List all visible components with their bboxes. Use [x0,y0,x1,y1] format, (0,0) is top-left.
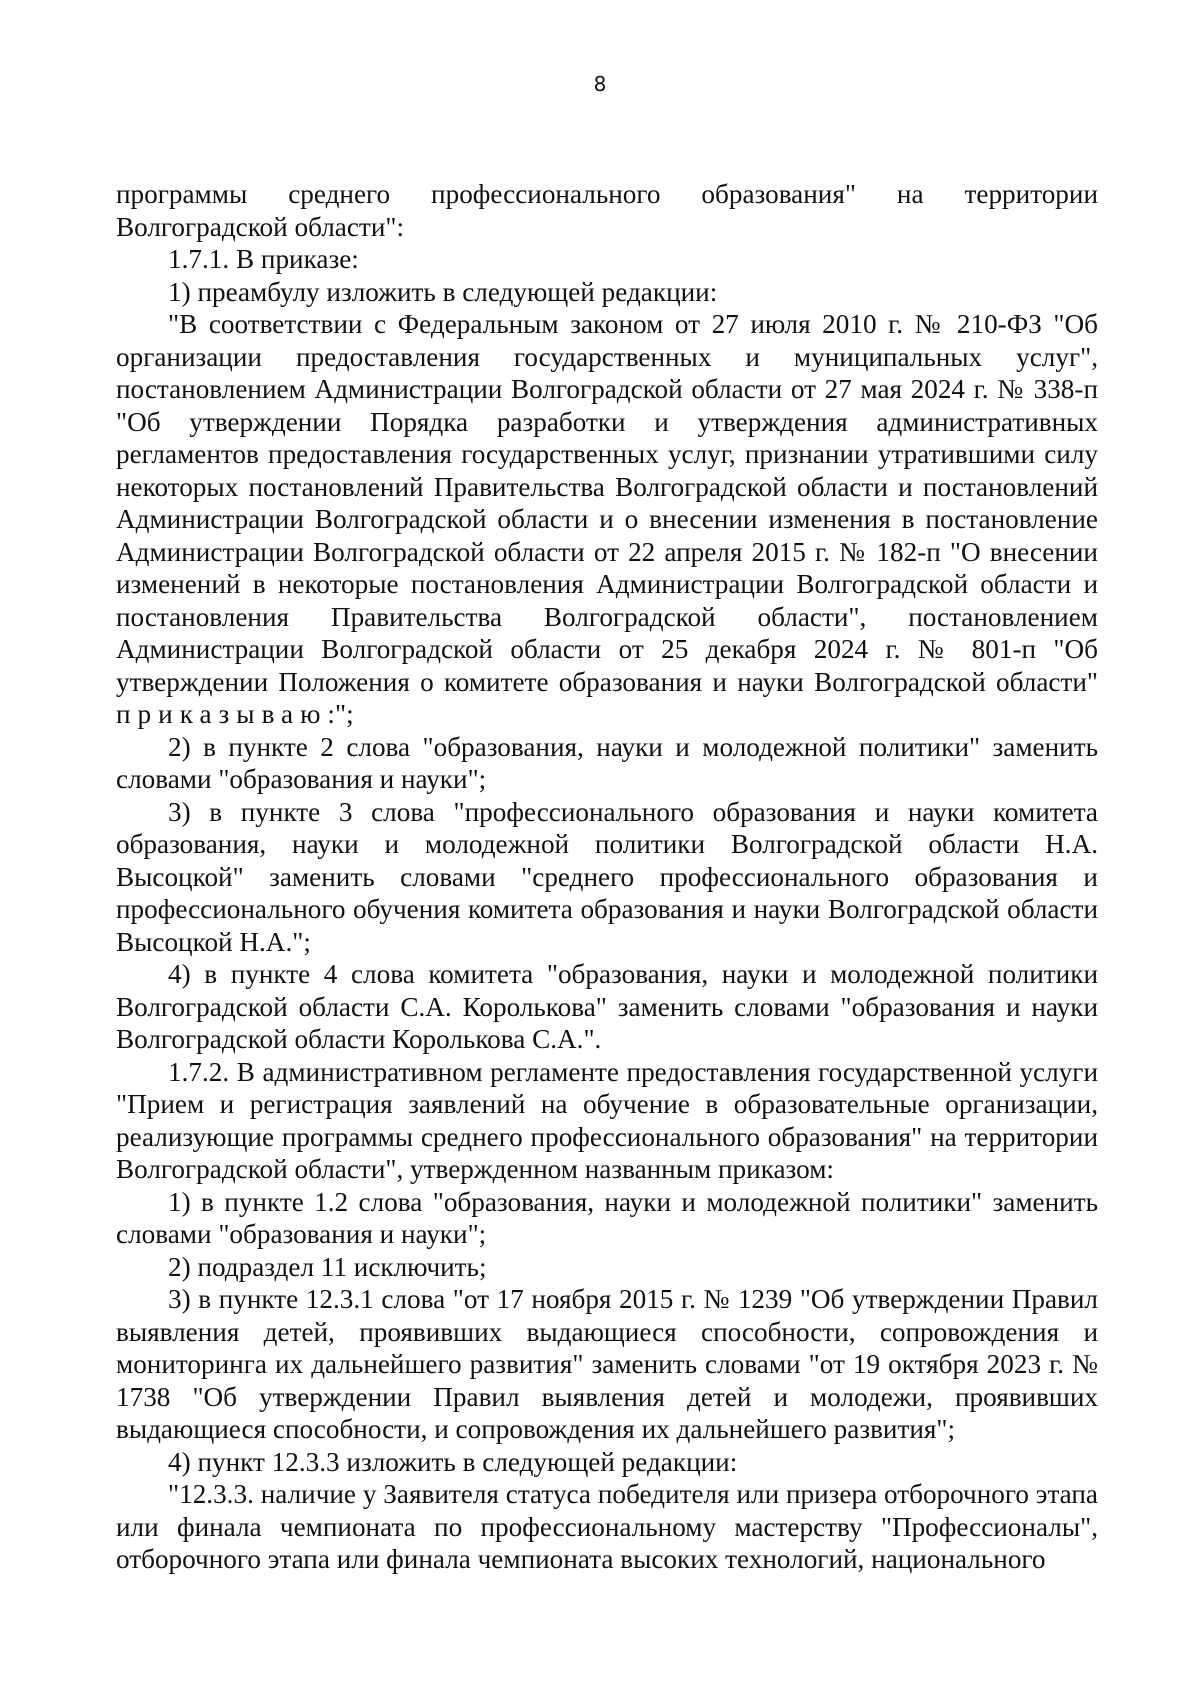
paragraph-preamble [116,308,1098,731]
paragraph-section-1-7-2: 1.7.2. В административном регламенте предоставления государственной услуги "Прием и регистрация заявлений на обучение в образовательные организации, реализующие программы среднего профессионального образования" на территории Волгоградской области", утвержденном названным приказом: [116,1056,1098,1184]
paragraph-continuation: программы среднего профессионального образования" на территории Волгоградской области": [116,179,1098,242]
preamble-order-word: приказываю [116,699,328,729]
preamble-text: "В соответствии с Федеральным законом от 27 июля 2010 г. № 210-ФЗ "Об организации предоставления государственных и муниципальных услуг", постановлением Администрации Волгоградской области от 27 мая 2024 г. № 338-п "Об утверждении Порядка разработки и утверждения административных регламентов предоставления государственных услуг, признании утратившими силу некоторых постановлений Правительства Волгоградской области и постановлений Администрации Волгоградской области и о внесении изменения в постановление Администрации Волгоградской области от 22 апреля 2015 г. № 182-п "О внесении изменений в некоторые постановления Администрации Волгоградской области и постановления Правительства Волгоградской области", постановлением Администрации Волгоградской области от 25 декабря 2024 г. № 801-п "Об утверждении Положения о комитете образования и науки Волгоградской области" [116,309,1098,697]
paragraph-section-1-7-1: 1.7.1. В приказе: [168,244,359,274]
page-number: 8 [593,72,607,96]
paragraph-item-1: 1) преамбулу изложить в следующей редакции: [168,276,718,307]
preamble-ending: :"; [327,699,354,729]
paragraph-item-3: 3) в пункте 3 слова "профессионального образования и науки комитета образования, науки и молодежной политики Волгоградской области Н.А. Высоцкой" заменить словами "среднего профессионального образования и профессионального обучения комитета образования и науки Волгоградской области Высоцкой Н.А."; [116,796,1098,957]
paragraph-reg-item-2: 2) подраздел 11 исключить; [168,1251,487,1282]
paragraph-reg-item-1: 1) в пункте 1.2 слова "образования, науки и молодежной политики" заменить словами "образования и науки"; [116,1186,1098,1249]
paragraph-reg-item-4: 4) пункт 12.3.3 изложить в следующей редакции: [168,1446,738,1477]
paragraph-item-4: 4) в пункте 4 слова комитета "образования, науки и молодежной политики Волгоградской области С.А. Королькова" заменить словами "образования и науки Волгоградской области Королькова С.А.". [116,959,1098,1054]
document-body [116,178,1098,1576]
paragraph-reg-item-3: 3) в пункте 12.3.1 слова "от 17 ноября 2015 г. № 1239 "Об утверждении Правил выявления детей, проявивших выдающиеся способности, сопровождения и мониторинга их дальнейшего развития" заменить словами "от 19 октября 2023 г. № 1738 "Об утверждении Правил выявления детей и молодежи, проявивших выдающиеся способности, и сопровождения их дальнейшего развития"; [116,1284,1098,1444]
paragraph-12-3-3: "12.3.3. наличие у Заявителя статуса победителя или призера отборочного этапа или финала чемпионата по профессиональному мастерству "Профессионалы", отборочного этапа или финала чемпионата высоких технологий, национального [116,1479,1098,1574]
paragraph-item-2: 2) в пункте 2 слова "образования, науки и молодежной политики" заменить словами "образования и науки"; [116,731,1098,794]
